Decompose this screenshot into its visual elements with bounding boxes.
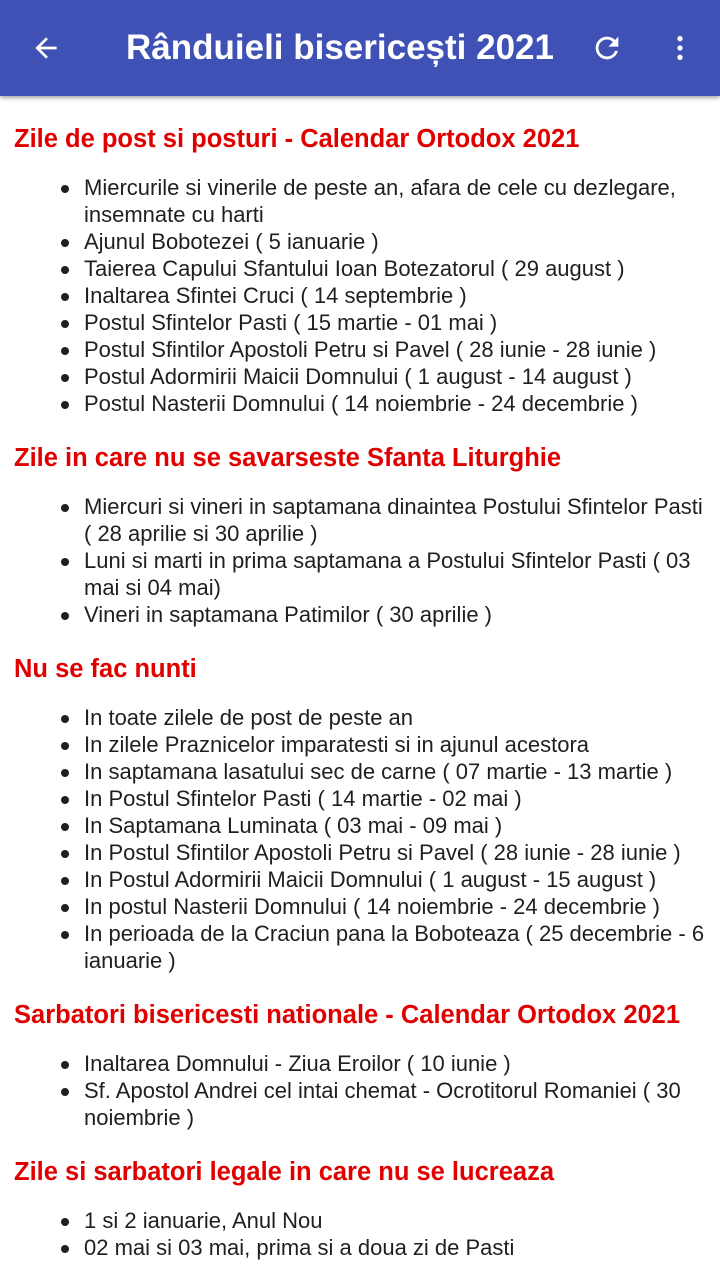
refresh-icon	[590, 31, 624, 65]
section-heading: Sarbatori bisericesti nationale - Calendar Ortodox 2021	[14, 1001, 681, 1029]
list-item: Taierea Capului Sfantului Ioan Botezatorul ( 29 august )	[84, 255, 712, 282]
list-item: Postul Sfintelor Pasti ( 15 martie - 01 mai )	[84, 309, 712, 336]
list-item: Ajunul Bobotezei ( 5 ianuarie )	[84, 228, 712, 255]
section-heading: Zile de post si posturi - Calendar Ortodox 2021	[14, 125, 580, 153]
list-item: In Postul Sfintelor Pasti ( 14 martie - 02 mai )	[84, 785, 712, 812]
list-item: In toate zilele de post de peste an	[84, 704, 712, 731]
content-scroll[interactable]	[0, 96, 720, 1285]
list-item: 1 si 2 ianuarie, Anul Nou	[84, 1207, 712, 1234]
list-item: Postul Nasterii Domnului ( 14 noiembrie - 24 decembrie )	[84, 390, 712, 417]
list-item: Miercurile si vinerile de peste an, afara de cele cu dezlegare, insemnate cu harti	[84, 174, 712, 228]
list-item: Inaltarea Sfintei Cruci ( 14 septembrie )	[84, 282, 712, 309]
list-item: Postul Adormirii Maicii Domnului ( 1 august - 14 august )	[84, 363, 712, 390]
refresh-button[interactable]	[583, 24, 631, 72]
list-item: In perioada de la Craciun pana la Boboteaza ( 25 decembrie - 6 ianuarie )	[84, 920, 712, 974]
item-list	[14, 493, 712, 628]
list-item: Miercuri si vineri in saptamana dinaintea Postului Sfintelor Pasti ( 28 aprilie si 30 aprilie )	[84, 493, 712, 547]
section-no-weddings	[0, 652, 720, 974]
page-title: Rânduieli bisericești 2021	[126, 28, 554, 67]
section-national-holidays	[0, 998, 720, 1131]
section-heading: Zile in care nu se savarseste Sfanta Liturghie	[14, 444, 562, 472]
list-item: Sf. Apostol Andrei cel intai chemat - Ocrotitorul Romaniei ( 30 noiembrie )	[84, 1077, 712, 1131]
app-bar	[0, 0, 720, 96]
list-item: Luni si marti in prima saptamana a Postului Sfintelor Pasti ( 03 mai si 04 mai)	[84, 547, 712, 601]
list-item: Postul Sfintilor Apostoli Petru si Pavel ( 28 iunie - 28 iunie )	[84, 336, 712, 363]
more-options-button[interactable]	[656, 24, 704, 72]
item-list	[14, 1050, 712, 1131]
list-item: In Saptamana Luminata ( 03 mai - 09 mai )	[84, 812, 712, 839]
list-item: In zilele Praznicelor imparatesti si in ajunul acestora	[84, 731, 712, 758]
more-vert-icon	[664, 32, 696, 64]
list-item: Inaltarea Domnului - Ziua Eroilor ( 10 iunie )	[84, 1050, 712, 1077]
item-list	[14, 174, 712, 417]
list-item: In Postul Sfintilor Apostoli Petru si Pavel ( 28 iunie - 28 iunie )	[84, 839, 712, 866]
list-item: 02 mai si 03 mai, prima si a doua zi de Pasti	[84, 1234, 712, 1261]
list-item: In Postul Adormirii Maicii Domnului ( 1 august - 15 august )	[84, 866, 712, 893]
list-item: Vineri in saptamana Patimilor ( 30 aprilie )	[84, 601, 712, 628]
item-list	[14, 704, 712, 974]
list-item: In postul Nasterii Domnului ( 14 noiembrie - 24 decembrie )	[84, 893, 712, 920]
section-no-liturgy	[0, 441, 720, 628]
item-list	[14, 1207, 712, 1261]
section-heading: Zile si sarbatori legale in care nu se lucreaza	[14, 1158, 554, 1186]
arrow-back-icon	[30, 32, 62, 64]
section-heading: Nu se fac nunti	[14, 655, 197, 683]
section-legal-holidays	[0, 1155, 720, 1261]
section-post-days	[0, 122, 720, 417]
list-item: In saptamana lasatului sec de carne ( 07 martie - 13 martie )	[84, 758, 712, 785]
back-button[interactable]	[22, 24, 70, 72]
